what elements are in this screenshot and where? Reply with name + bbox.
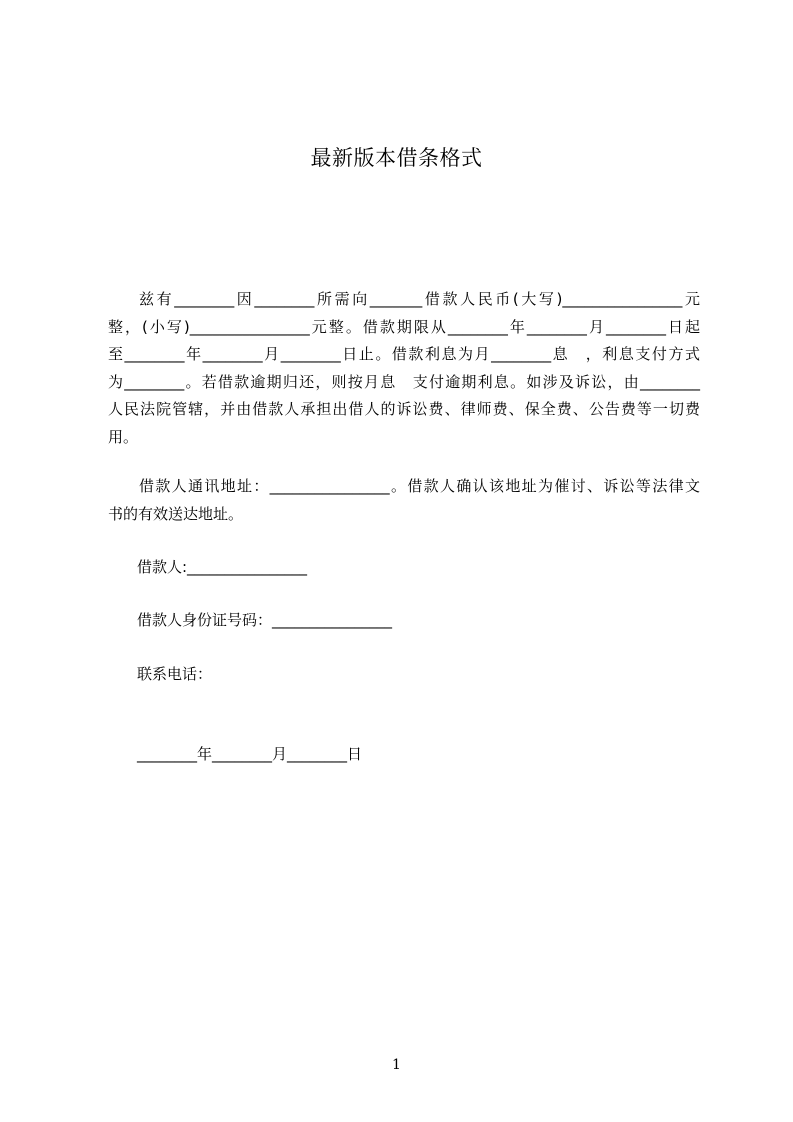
address-paragraph <box>108 473 700 528</box>
address-line-1: 借款人通讯地址：________________。借款人确认该地址为催讨、诉讼等法律文 <box>139 477 700 495</box>
loan-terms-line-3: 至________年________月________日止。借款利息为月________息 ，利息支付方式 <box>108 345 700 363</box>
loan-terms-line-1: 兹有________因________所需向_______借款人民币(大写)________________元 <box>139 290 700 308</box>
loan-terms-line-4: 为________。若借款逾期归还，则按月息 支付逾期利息。如涉及诉讼，由________ <box>108 372 700 391</box>
date-line: ________年________月________日 <box>137 745 363 763</box>
loan-terms-line-5: 人民法院管辖，并由借款人承担出借人的诉讼费、律师费、保全费、公告费等一切费 <box>108 400 700 418</box>
phone-field: 联系电话： <box>137 665 213 683</box>
loan-terms-line-2: 整，(小写)________________元整。借款期限从________年________月________日起 <box>108 317 700 336</box>
page-number: 1 <box>392 1057 401 1073</box>
borrower-id-number-field: 借款人身份证号码：________________ <box>137 611 393 629</box>
document-title: 最新版本借条格式 <box>310 146 483 170</box>
address-line-2: 书的有效送达地址。 <box>108 504 244 523</box>
loan-terms-paragraph <box>108 286 700 451</box>
loan-terms-line-6: 用。 <box>108 427 139 446</box>
borrower-signature-field: 借款人:________________ <box>137 558 308 576</box>
